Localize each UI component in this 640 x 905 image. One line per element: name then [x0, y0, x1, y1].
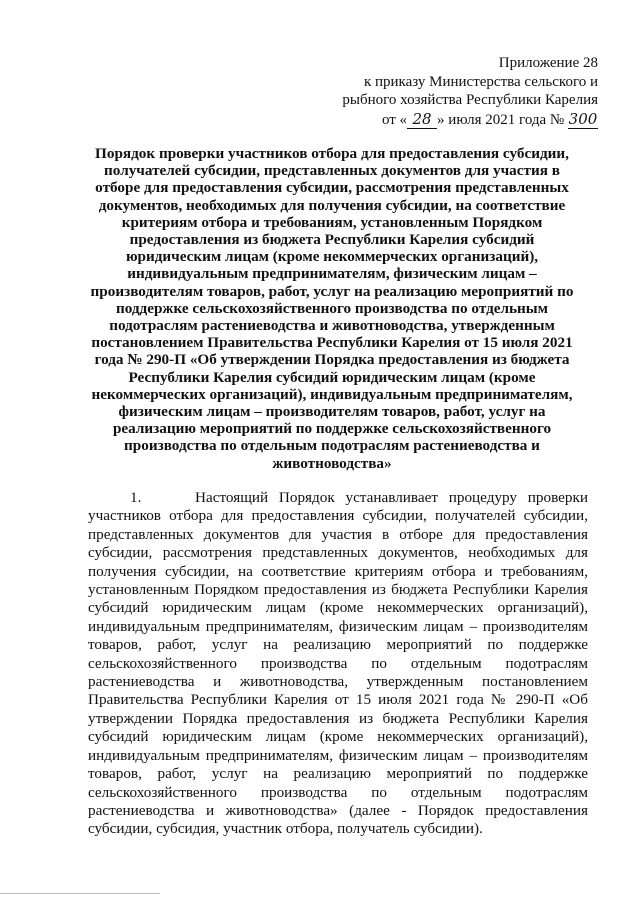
date-prefix: от «	[381, 111, 408, 128]
appendix-header	[278, 54, 598, 129]
footer-rule	[0, 893, 160, 894]
handwritten-day: 28	[407, 110, 437, 130]
order-date-line	[278, 110, 598, 130]
order-reference-line1: к приказу Министерства сельского и	[363, 73, 598, 90]
paragraph-1: 1. Настоящий Порядок устанавливает процедуру проверки участников отбора для предоставления субсидии, получателей субсидии, представленных документов для участия в отборе для предоставления субсидии, рассмотрения представленных документов, необходимых для получения субсидии, на соответствие критериям отбора и требованиям, установленным Порядком предоставления из бюджета Республики Карелия субсидий юридическим лицам (кроме некоммерческих организаций), индивидуальным предпринимателям, физическим лицам – производителям товаров, работ, услуг на реализацию мероприятий по поддержке сельскохозяйственного производства по отдельным подотраслям растениеводства и животноводства, утвержденным постановлением Правительства Республики Карелия от 15 июля 2021 года № 290-П «Об утверждении Порядка предоставления из бюджета Республики Карелия субсидий юридическим лицам (кроме некоммерческих организаций), индивидуальным предпринимателям, физическим лицам – производителям товаров, работ, услуг на реализацию мероприятий по поддержке сельскохозяйственного производства по отдельным подотраслям растениеводства и животноводства» (далее - Порядок предоставления субсидии, субсидия, участник отбора, получатель субсидии).	[88, 489, 588, 838]
document-title: Порядок проверки участников отбора для предоставления субсидии, получателей субсидии, представленных документов для участия в отборе для предоставления субсидии, рассмотрения представленных документов, необходимых для получения субсидии, на соответствие критериям отбора и требованиям, установленным Порядком предоставления из бюджета Республики Карелия субсидий юридическим лицам (кроме некоммерческих организаций), индивидуальным предпринимателям, физическим лицам – производителям товаров, работ, услуг на реализацию мероприятий по поддержке сельскохозяйственного производства по отдельным подотраслям растениеводства и животноводства, утвержденным постановлением Правительства Республики Карелия от 15 июля 2021 года № 290-П «Об утверждении Порядка предоставления из бюджета Республики Карелия субсидий юридическим лицам (кроме некоммерческих организаций), индивидуальным предпринимателям, физическим лицам – производителям товаров, работ, услуг на реализацию мероприятий по поддержке сельскохозяйственного производства по отдельным подотраслям растениеводства и животноводства»	[90, 145, 574, 472]
handwritten-order-number: 300	[568, 109, 598, 128]
appendix-number: Приложение 28	[498, 55, 598, 71]
order-reference-line2: рыбного хозяйства Республики Карелия	[342, 92, 598, 108]
date-middle: » июля 2021 года №	[437, 111, 565, 128]
